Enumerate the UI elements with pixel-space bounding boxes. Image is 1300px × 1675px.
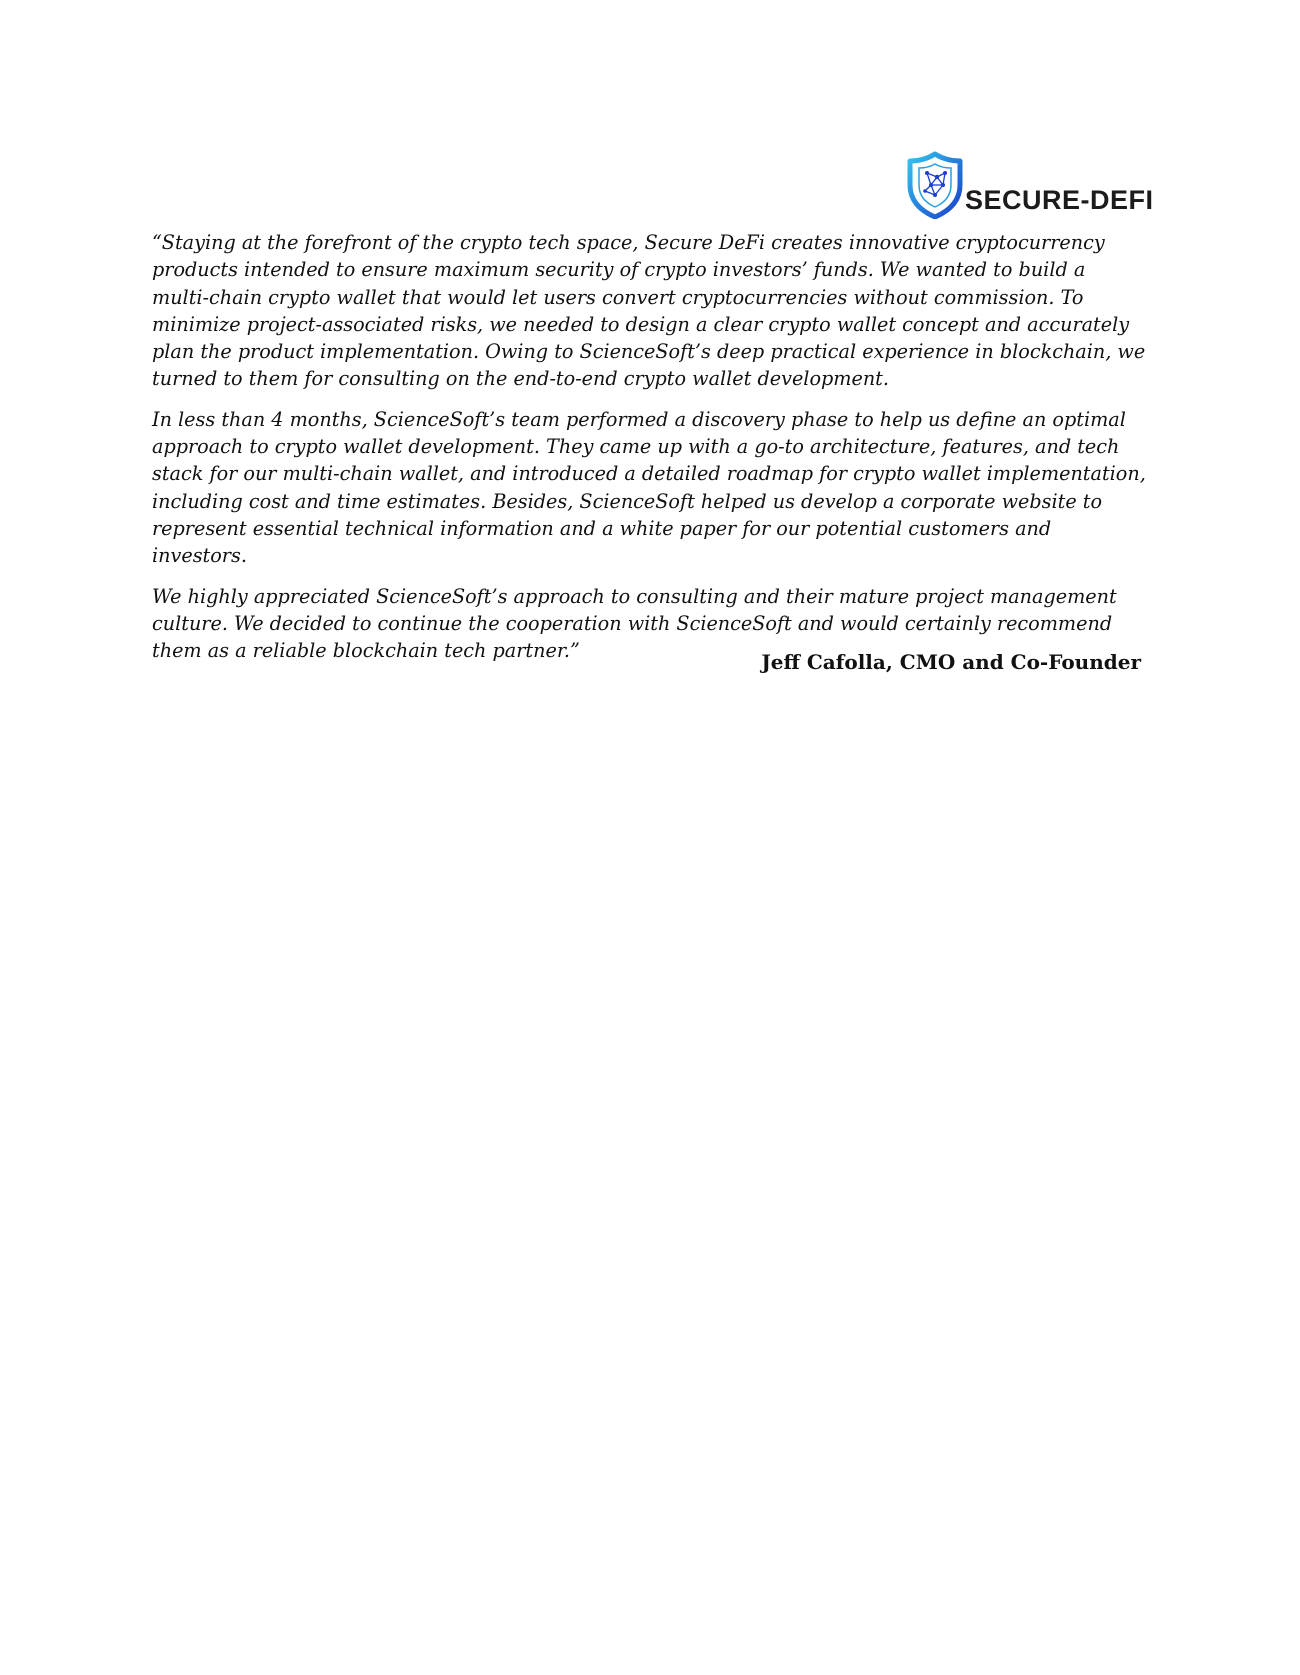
secure-defi-logo <box>905 150 1154 220</box>
testimonial-body <box>152 229 1147 677</box>
testimonial-paragraph-2: In less than 4 months, ScienceSoft’s team performed a discovery phase to help us define an optimal approach to crypto wallet development. They came up with a go-to architecture, features, and tech stack for our multi-chain wallet, and introduced a detailed roadmap for crypto wallet implementation, including cost and time estimates. Besides, ScienceSoft helped us develop a corporate website to represent essential technical information and a white paper for our potential customers and investors. <box>152 407 1146 568</box>
shield-network-icon <box>905 151 965 219</box>
testimonial-paragraph-3: We highly appreciated ScienceSoft’s approach to consulting and their mature project management culture. We decided to continue the cooperation with ScienceSoft and would certainly recommend them as a reliable blockchain tech partner.” <box>152 584 1117 663</box>
testimonial-signature: Jeff Cafolla, CMO and Co-Founder <box>761 650 1141 674</box>
logo-wordmark: SECURE-DEFI <box>965 184 1154 215</box>
testimonial-paragraph-1: “Staying at the forefront of the crypto tech space, Secure DeFi creates innovative cryptocurrency products intended to ensure maximum security of crypto investors’ funds. We wanted to build a multi-chain crypto wallet that would let users convert cryptocurrencies without commission. To minimize project-associated risks, we needed to design a clear crypto wallet concept and accurately plan the product implementation. Owing to ScienceSoft’s deep practical experience in blockchain, we turned to them for consulting on the end-to-end crypto wallet development. <box>152 231 1146 391</box>
